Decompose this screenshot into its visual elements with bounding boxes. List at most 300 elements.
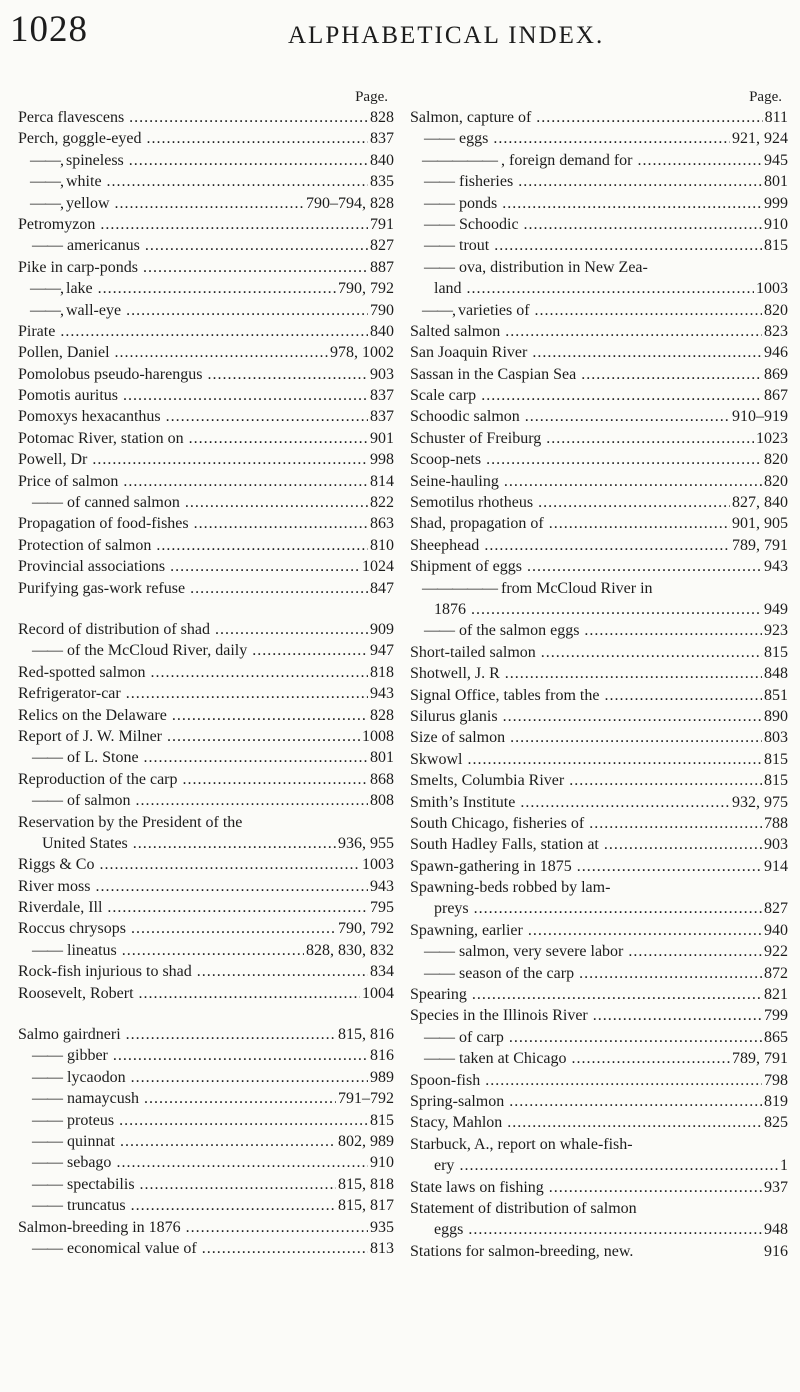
index-entry — [410, 813, 788, 834]
entry-text: Spearing ..... — [410, 984, 762, 1005]
entry-page-ref: 998 — [370, 451, 394, 469]
page-number: 1028 — [10, 9, 88, 50]
entry-page-ref: 837 — [370, 387, 394, 405]
entry-text: —— of carp ..... — [410, 1027, 762, 1048]
entry-text: Silurus glanis ..... — [410, 706, 762, 727]
entry-page-ref: 790–794, 828 — [306, 194, 394, 212]
index-entry — [18, 1045, 394, 1066]
entry-text: Scoop-nets ..... — [410, 449, 762, 470]
entry-text: ————— , foreign demand for ..... — [410, 150, 762, 171]
entry-text: Spoon-fish ..... — [410, 1070, 762, 1091]
index-entry — [18, 790, 394, 811]
entry-text: Semotilus rhotheus ..... — [410, 492, 730, 513]
entry-text: —— gibber ..... — [18, 1045, 368, 1066]
index-entry — [18, 940, 394, 961]
entry-text: —— americanus ..... — [18, 235, 368, 256]
index-entry — [18, 150, 394, 171]
entry-page-ref: 799 — [764, 1007, 788, 1025]
entry-text: —— ova, distribution in New Zea- — [410, 257, 648, 278]
index-entry — [410, 150, 788, 171]
entry-page-ref: 837 — [370, 130, 394, 148]
entry-page-ref: 867 — [764, 387, 788, 405]
index-entry — [18, 1110, 394, 1131]
entry-page-ref: 909 — [370, 620, 394, 638]
index-entry — [410, 727, 788, 748]
entry-text: Propagation of food-fishes ..... — [18, 513, 368, 534]
entry-text: Riggs & Co ..... — [18, 854, 360, 875]
entry-text: Purifying gas-work refuse ..... — [18, 578, 368, 599]
index-entry — [18, 300, 394, 321]
entry-page-ref: 989 — [370, 1068, 394, 1086]
entry-page-ref: 948 — [764, 1221, 788, 1239]
entry-page-ref: 945 — [764, 151, 788, 169]
index-entry — [410, 257, 788, 278]
entry-page-ref: 921, 924 — [732, 130, 788, 148]
index-entry — [410, 471, 788, 492]
entry-page-ref: 940 — [764, 921, 788, 939]
index-entry — [410, 685, 788, 706]
entry-text: preys ..... — [410, 898, 762, 919]
index-entry — [410, 513, 788, 534]
entry-page-ref: 847 — [370, 579, 394, 597]
entry-page-ref: 789, 791 — [732, 536, 788, 554]
entry-page-ref: 943 — [764, 558, 788, 576]
entry-page-ref: 937 — [764, 1178, 788, 1196]
index-entry — [410, 1005, 788, 1026]
index-entry — [18, 321, 394, 342]
entry-text: United States ..... — [18, 833, 336, 854]
entry-page-ref: 868 — [370, 770, 394, 788]
entry-text: Starbuck, A., report on whale-fish- — [410, 1135, 633, 1153]
entry-text: Reservation by the President of the — [18, 813, 243, 831]
entry-text: Petromyzon ..... — [18, 214, 368, 235]
entry-page-ref: 1004 — [362, 984, 394, 1002]
entry-page-ref: 914 — [764, 857, 788, 875]
entry-page-ref: 943 — [370, 877, 394, 895]
index-entry — [18, 769, 394, 790]
index-entry — [410, 770, 788, 791]
index-entry — [18, 278, 394, 299]
index-entry — [18, 513, 394, 534]
entry-page-ref: 823 — [764, 322, 788, 340]
index-entry — [18, 535, 394, 556]
index-entry — [18, 364, 394, 385]
entry-text: —— of canned salmon ..... — [18, 492, 368, 513]
index-entry — [410, 749, 788, 770]
page-header — [0, 8, 800, 68]
index-entry — [410, 556, 788, 577]
entry-text: —— trout ..... — [410, 235, 762, 256]
entry-text: Pollen, Daniel ..... — [18, 342, 328, 363]
index-entry — [18, 1217, 394, 1238]
entry-text: River moss ..... — [18, 876, 368, 897]
entry-page-ref: 949 — [764, 600, 788, 618]
entry-text: South Chicago, fisheries of ..... — [410, 813, 762, 834]
index-entry — [410, 792, 788, 813]
entry-page-ref: 827 — [764, 900, 788, 918]
index-entry — [18, 833, 394, 854]
index-entry — [410, 642, 788, 663]
index-entry — [410, 171, 788, 192]
page-column-label: Page. — [749, 89, 782, 105]
index-entry — [410, 599, 788, 620]
entry-text: —— season of the carp ..... — [410, 963, 762, 984]
entry-page-ref: 903 — [764, 836, 788, 854]
entry-page-ref: 910 — [764, 215, 788, 233]
entry-page-ref: 1 — [780, 1157, 788, 1175]
index-entry — [18, 897, 394, 918]
entry-text: Refrigerator-car ..... — [18, 683, 368, 704]
entry-text: Spring-salmon ..... — [410, 1091, 762, 1112]
entry-page-ref: 815 — [370, 1111, 394, 1129]
entry-page-ref: 999 — [764, 194, 788, 212]
entry-text: Short-tailed salmon ..... — [410, 642, 762, 663]
index-entry — [18, 1067, 394, 1088]
entry-page-ref: 946 — [764, 344, 788, 362]
entry-page-ref: 798 — [764, 1071, 788, 1089]
index-entry — [18, 385, 394, 406]
entry-page-ref: 828, 830, 832 — [306, 941, 394, 959]
index-entry — [410, 706, 788, 727]
entry-text: Pomolobus pseudo-harengus ..... — [18, 364, 368, 385]
entry-page-ref: 819 — [764, 1092, 788, 1110]
entry-page-ref: 791–792 — [338, 1090, 394, 1108]
index-entry — [18, 983, 394, 1004]
entry-page-ref: 903 — [370, 365, 394, 383]
entry-text: —— lineatus ..... — [18, 940, 304, 961]
entry-page-ref: 935 — [370, 1218, 394, 1236]
index-entry — [410, 214, 788, 235]
index-entry — [410, 449, 788, 470]
entry-page-ref: 1003 — [362, 856, 394, 874]
entry-text: Pomoxys hexacanthus ..... — [18, 406, 368, 427]
index-entry — [18, 876, 394, 897]
entry-text: —— economical value of ..... — [18, 1238, 368, 1259]
entry-text: ——, varieties of ..... — [410, 300, 762, 321]
entry-page-ref: 887 — [370, 258, 394, 276]
entry-text: —— proteus ..... — [18, 1110, 368, 1131]
entry-text: San Joaquin River ..... — [410, 342, 762, 363]
index-entry — [18, 1238, 394, 1259]
entry-text: —— lycaodon ..... — [18, 1067, 368, 1088]
entry-text: Size of salmon ..... — [410, 727, 762, 748]
entry-page-ref: 790 — [370, 301, 394, 319]
entry-text: Riverdale, Ill ..... — [18, 897, 368, 918]
entry-page-ref: 820 — [764, 472, 788, 490]
index-entry — [410, 364, 788, 385]
index-entry — [410, 300, 788, 321]
index-entry — [410, 1198, 788, 1219]
entry-text: 1876 ..... — [410, 599, 762, 620]
index-entry — [410, 342, 788, 363]
entry-text: —— of salmon ..... — [18, 790, 368, 811]
entry-text: ——, white ..... — [18, 171, 368, 192]
index-entry — [18, 471, 394, 492]
entry-text: —— taken at Chicago ..... — [410, 1048, 730, 1069]
entry-page-ref: 810 — [370, 536, 394, 554]
index-entry — [410, 941, 788, 962]
entry-page-ref: 869 — [764, 365, 788, 383]
index-entry — [18, 1024, 394, 1045]
entry-page-ref: 789, 791 — [732, 1050, 788, 1068]
entry-page-ref: 815 — [764, 750, 788, 768]
entry-text: Statement of distribution of salmon — [410, 1199, 637, 1217]
index-entry — [18, 662, 394, 683]
entry-page-ref: 851 — [764, 686, 788, 704]
entry-text: Spawning, earlier ..... — [410, 920, 762, 941]
entry-text: Salmo gairdneri ..... — [18, 1024, 336, 1045]
index-entry — [18, 171, 394, 192]
index-entry — [410, 834, 788, 855]
index-entry — [410, 1070, 788, 1091]
entry-text: —— ponds ..... — [410, 193, 762, 214]
entry-page-ref: 837 — [370, 408, 394, 426]
index-entry — [410, 321, 788, 342]
index-entry — [18, 492, 394, 513]
index-entry — [18, 193, 394, 214]
entry-page-ref: 863 — [370, 515, 394, 533]
entry-page-ref: 790, 792 — [338, 920, 394, 938]
index-entry — [410, 620, 788, 641]
index-entry — [410, 963, 788, 984]
entry-text: Salmon, capture of ..... — [410, 107, 763, 128]
index-entry — [18, 107, 394, 128]
entry-text: Sassan in the Caspian Sea ..... — [410, 364, 762, 385]
entry-text: —— namaycush ..... — [18, 1088, 336, 1109]
entry-text: Scale carp ..... — [410, 385, 762, 406]
index-entry — [410, 578, 788, 599]
entry-text: Pike in carp-ponds ..... — [18, 257, 368, 278]
entry-text: —— of L. Stone ..... — [18, 747, 368, 768]
index-entry — [18, 812, 394, 833]
index-entry — [410, 385, 788, 406]
entry-text: ery ..... — [410, 1155, 778, 1176]
entry-text: Potomac River, station on ..... — [18, 428, 368, 449]
entry-text: Roccus chrysops ..... — [18, 918, 336, 939]
index-entry — [410, 920, 788, 941]
index-entry — [410, 107, 788, 128]
entry-page-ref: 910 — [370, 1154, 394, 1172]
entry-page-ref: 815, 818 — [338, 1175, 394, 1193]
entry-text: —— salmon, very severe labor ..... — [410, 941, 762, 962]
index-entry — [18, 214, 394, 235]
section-gap — [18, 1004, 394, 1024]
entry-page-ref: 815, 817 — [338, 1197, 394, 1215]
index-entry — [410, 1134, 788, 1155]
entry-text: —— of the McCloud River, daily ..... — [18, 640, 368, 661]
index-entry — [410, 1091, 788, 1112]
entry-text: Seine-hauling ..... — [410, 471, 762, 492]
entry-text: Record of distribution of shad ..... — [18, 619, 368, 640]
index-column-left — [18, 88, 394, 1259]
entry-text: —— of the salmon eggs ..... — [410, 620, 762, 641]
entry-text: Smith’s Institute ..... — [410, 792, 730, 813]
entry-page-ref: 840 — [370, 322, 394, 340]
index-entry — [18, 1131, 394, 1152]
index-entry — [410, 193, 788, 214]
entry-text: Roosevelt, Robert ..... — [18, 983, 360, 1004]
index-entry — [410, 856, 788, 877]
entry-text: —— quinnat ..... — [18, 1131, 336, 1152]
entry-text: Schoodic salmon ..... — [410, 406, 730, 427]
entry-text: Provincial associations ..... — [18, 556, 360, 577]
entry-page-ref: 835 — [370, 173, 394, 191]
index-entry — [18, 918, 394, 939]
entry-page-ref: 795 — [370, 899, 394, 917]
entry-text: Perca flavescens ..... — [18, 107, 368, 128]
entry-page-ref: 922 — [764, 943, 788, 961]
index-entry — [410, 235, 788, 256]
entry-text: ——, spineless ..... — [18, 150, 368, 171]
entry-page-ref: 890 — [764, 707, 788, 725]
entry-text: Sheephead ..... — [410, 535, 730, 556]
entry-page-ref: 865 — [764, 1028, 788, 1046]
entry-page-ref: 827 — [370, 237, 394, 255]
index-entry — [18, 683, 394, 704]
index-entry — [18, 342, 394, 363]
index-entry — [18, 1195, 394, 1216]
entry-page-ref: 816 — [370, 1047, 394, 1065]
page-column-label: Page. — [355, 89, 388, 105]
index-entry — [18, 449, 394, 470]
entry-page-ref: 936, 955 — [338, 834, 394, 852]
index-entry — [410, 128, 788, 149]
entry-text: Species in the Illinois River ..... — [410, 1005, 762, 1026]
entry-text: land ..... — [410, 278, 754, 299]
entry-text: Shad, propagation of ..... — [410, 513, 730, 534]
index-entry — [410, 406, 788, 427]
entry-text: —— Schoodic ..... — [410, 214, 762, 235]
entry-page-ref: 820 — [764, 451, 788, 469]
entry-page-ref: 815, 816 — [338, 1026, 394, 1044]
entry-page-ref: 947 — [370, 642, 394, 660]
entry-page-ref: 872 — [764, 964, 788, 982]
entry-text: Pomotis auritus ..... — [18, 385, 368, 406]
index-entry — [18, 556, 394, 577]
index-entry — [18, 640, 394, 661]
index-entry — [410, 984, 788, 1005]
entry-page-ref: 1024 — [362, 558, 394, 576]
entry-page-ref: 815 — [764, 237, 788, 255]
entry-text: Signal Office, tables from the ..... — [410, 685, 762, 706]
entry-page-ref: 910–919 — [732, 408, 788, 426]
entry-text: ——, yellow ..... — [18, 193, 304, 214]
index-entry — [410, 1112, 788, 1133]
entry-page-ref: 808 — [370, 792, 394, 810]
entry-page-ref: 822 — [370, 494, 394, 512]
entry-text: —— eggs ..... — [410, 128, 730, 149]
entry-text: —— spectabilis ..... — [18, 1174, 336, 1195]
entry-page-ref: 1008 — [362, 727, 394, 745]
entry-text: —— truncatus ..... — [18, 1195, 336, 1216]
entry-text: Price of salmon ..... — [18, 471, 368, 492]
entry-text: Smelts, Columbia River ..... — [410, 770, 762, 791]
index-entry — [18, 257, 394, 278]
entry-text: Pirate ..... — [18, 321, 368, 342]
index-entry — [410, 663, 788, 684]
entry-page-ref: 825 — [764, 1114, 788, 1132]
entry-text: Rock-fish injurious to shad ..... — [18, 961, 368, 982]
entry-page-ref: 802, 989 — [338, 1132, 394, 1150]
entry-text: —— sebago ..... — [18, 1152, 368, 1173]
section-gap — [18, 599, 394, 619]
index-entry — [410, 1155, 788, 1176]
index-entry — [18, 578, 394, 599]
entry-page-ref: 916 — [764, 1242, 788, 1260]
index-entry — [18, 406, 394, 427]
entry-page-ref: 932, 975 — [732, 793, 788, 811]
entry-text: ——, wall-eye ..... — [18, 300, 368, 321]
entry-page-ref: 801 — [764, 173, 788, 191]
entry-page-ref: 821 — [764, 986, 788, 1004]
entry-text: Salmon-breeding in 1876 ..... — [18, 1217, 368, 1238]
entry-text: South Hadley Falls, station at ..... — [410, 834, 762, 855]
entry-page-ref: 943 — [370, 685, 394, 703]
entry-page-ref: 1003 — [756, 280, 788, 298]
entry-page-ref: 814 — [370, 472, 394, 490]
entry-text: Relics on the Delaware ..... — [18, 705, 368, 726]
entry-page-ref: 790, 792 — [338, 280, 394, 298]
index-entry — [410, 1177, 788, 1198]
index-entry — [18, 1152, 394, 1173]
index-entry — [18, 428, 394, 449]
entry-page-ref: 901 — [370, 429, 394, 447]
index-entry — [410, 492, 788, 513]
entry-page-ref: 815 — [764, 772, 788, 790]
index-entry — [410, 278, 788, 299]
index-entry — [18, 961, 394, 982]
index-entry — [18, 1088, 394, 1109]
index-entry — [18, 235, 394, 256]
entry-page-ref: 815 — [764, 643, 788, 661]
entry-text: Stations for salmon-breeding, new. — [410, 1242, 634, 1260]
entry-page-ref: 1023 — [756, 429, 788, 447]
entry-page-ref: 818 — [370, 663, 394, 681]
index-entry — [410, 1048, 788, 1069]
index-entry — [18, 726, 394, 747]
entry-text: Report of J. W. Milner ..... — [18, 726, 360, 747]
index-entry — [410, 1027, 788, 1048]
entry-text: Protection of salmon ..... — [18, 535, 368, 556]
index-entry — [410, 428, 788, 449]
index-column-right — [410, 88, 788, 1262]
entry-text: Powell, Dr ..... — [18, 449, 368, 470]
index-entry — [410, 535, 788, 556]
entry-text: State laws on fishing ..... — [410, 1177, 762, 1198]
index-entry — [18, 619, 394, 640]
entry-text: —— fisheries ..... — [410, 171, 762, 192]
entry-page-ref: 828 — [370, 706, 394, 724]
entry-page-ref: 801 — [370, 749, 394, 767]
entry-page-ref: 813 — [370, 1239, 394, 1257]
entry-page-ref: 848 — [764, 665, 788, 683]
entry-text: Salted salmon ..... — [410, 321, 762, 342]
entry-text: Schuster of Freiburg ..... — [410, 428, 754, 449]
index-entry — [18, 854, 394, 875]
page-title: ALPHABETICAL INDEX. — [288, 22, 605, 49]
entry-page-ref: 811 — [764, 109, 788, 126]
index-entry — [410, 898, 788, 919]
entry-text: Shotwell, J. R ..... — [410, 663, 762, 684]
entry-page-ref: 820 — [764, 301, 788, 319]
index-entry — [18, 128, 394, 149]
entry-text: Spawning-beds robbed by lam- — [410, 879, 611, 897]
entry-page-ref: 834 — [370, 963, 394, 981]
entry-text: ——, lake ..... — [18, 278, 336, 299]
entry-page-ref: 803 — [764, 729, 788, 747]
entry-text: eggs ..... — [410, 1219, 762, 1240]
index-entry — [410, 1241, 788, 1262]
